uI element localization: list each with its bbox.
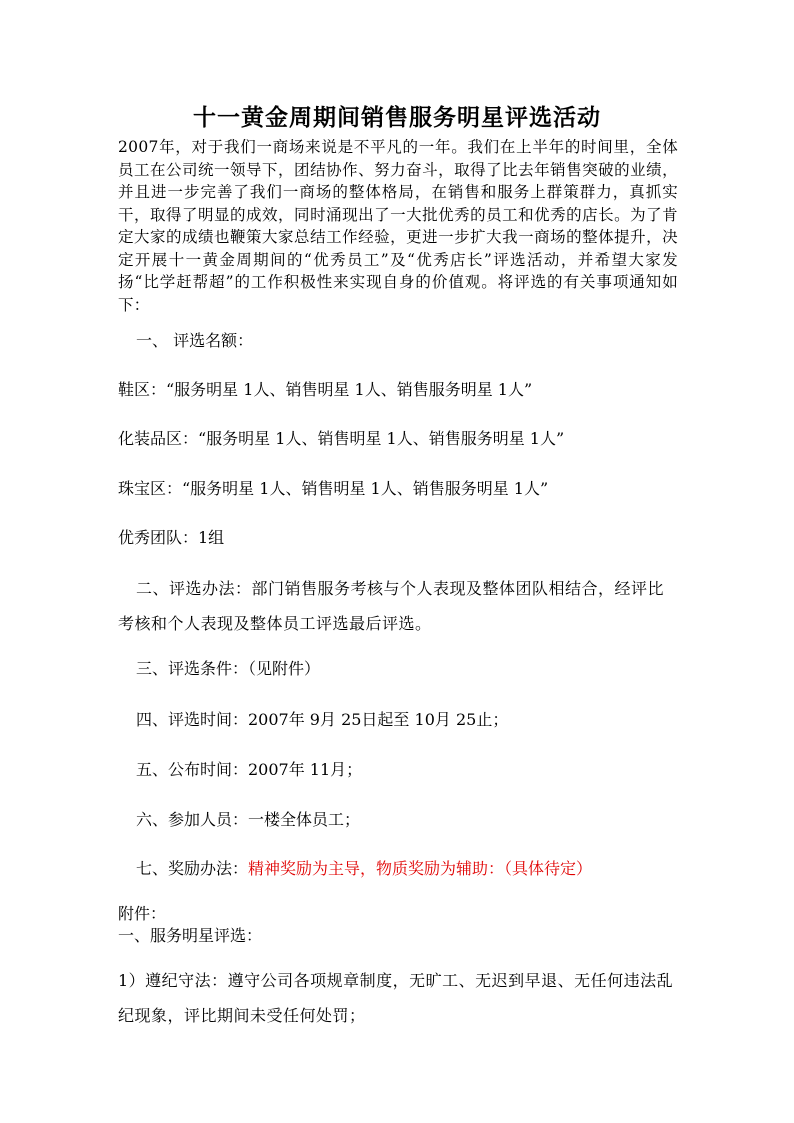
document-title: 十一黄金周期间销售服务明星评选活动 xyxy=(193,105,601,131)
appendix-heading: 一、服务明星评选： xyxy=(118,926,263,945)
section3-line: 三、评选条件：（见附件） xyxy=(136,659,321,678)
quota-shoes: 鞋区：“服务明星 1人、销售明星 1人、销售服务明星 1人” xyxy=(118,380,533,399)
section2-paragraph: 二、评选办法：部门销售服务考核与个人表现及整体团队相结合，经评比考核和个人表现及整体员工评选最后评选。 xyxy=(118,579,665,633)
quota-jewelry: 珠宝区：“服务明星 1人、销售明星 1人、销售服务明星 1人” xyxy=(118,479,549,498)
section6-line: 六、参加人员：一楼全体员工； xyxy=(136,810,361,829)
intro-paragraph: 2007年，对于我们一商场来说是不平凡的一年。我们在上半年的时间里，全体员工在公司统一领导下，团结协作、努力奋斗，取得了比去年销售突破的业绩，并且进一步完善了我们一商场的整体格局，在销售和服务上群策群力，真抓实干，取得了明显的成效，同时涌现出了一大批优秀的员工和优秀的店长。为了肯定大家的成绩也鞭策大家总结工作经验，更进一步扩大我一商场的整体提升，决定开展十一黄金周期间的“优秀员工”及“优秀店长”评选活动，并希望大家发扬“比学赶帮超”的工作积极性来实现自身的价值观。将评选的有关事项通知如下： xyxy=(118,138,678,314)
appendix-item-1: 1）遵纪守法：遵守公司各项规章制度，无旷工、无迟到早退、无任何违法乱纪现象，评比期间未受任何处罚； xyxy=(118,971,674,1025)
section1-heading: 一、 评选名额： xyxy=(136,331,254,350)
section5-line: 五、公布时间：2007年 11月； xyxy=(136,760,363,779)
quota-team: 优秀团队：1组 xyxy=(118,528,225,547)
section7-line xyxy=(136,857,696,881)
section4-line: 四、评选时间：2007年 9月 25日起至 10月 25止； xyxy=(136,710,509,729)
section7-reward-text: 精神奖励为主导，物质奖励为辅助：（具体待定） xyxy=(248,859,593,878)
section7-label: 七、奖励办法： xyxy=(136,859,249,878)
quota-cosmetics: 化装品区：“服务明星 1人、销售明星 1人、销售服务明星 1人” xyxy=(118,429,565,448)
appendix-label: 附件： xyxy=(118,904,167,923)
